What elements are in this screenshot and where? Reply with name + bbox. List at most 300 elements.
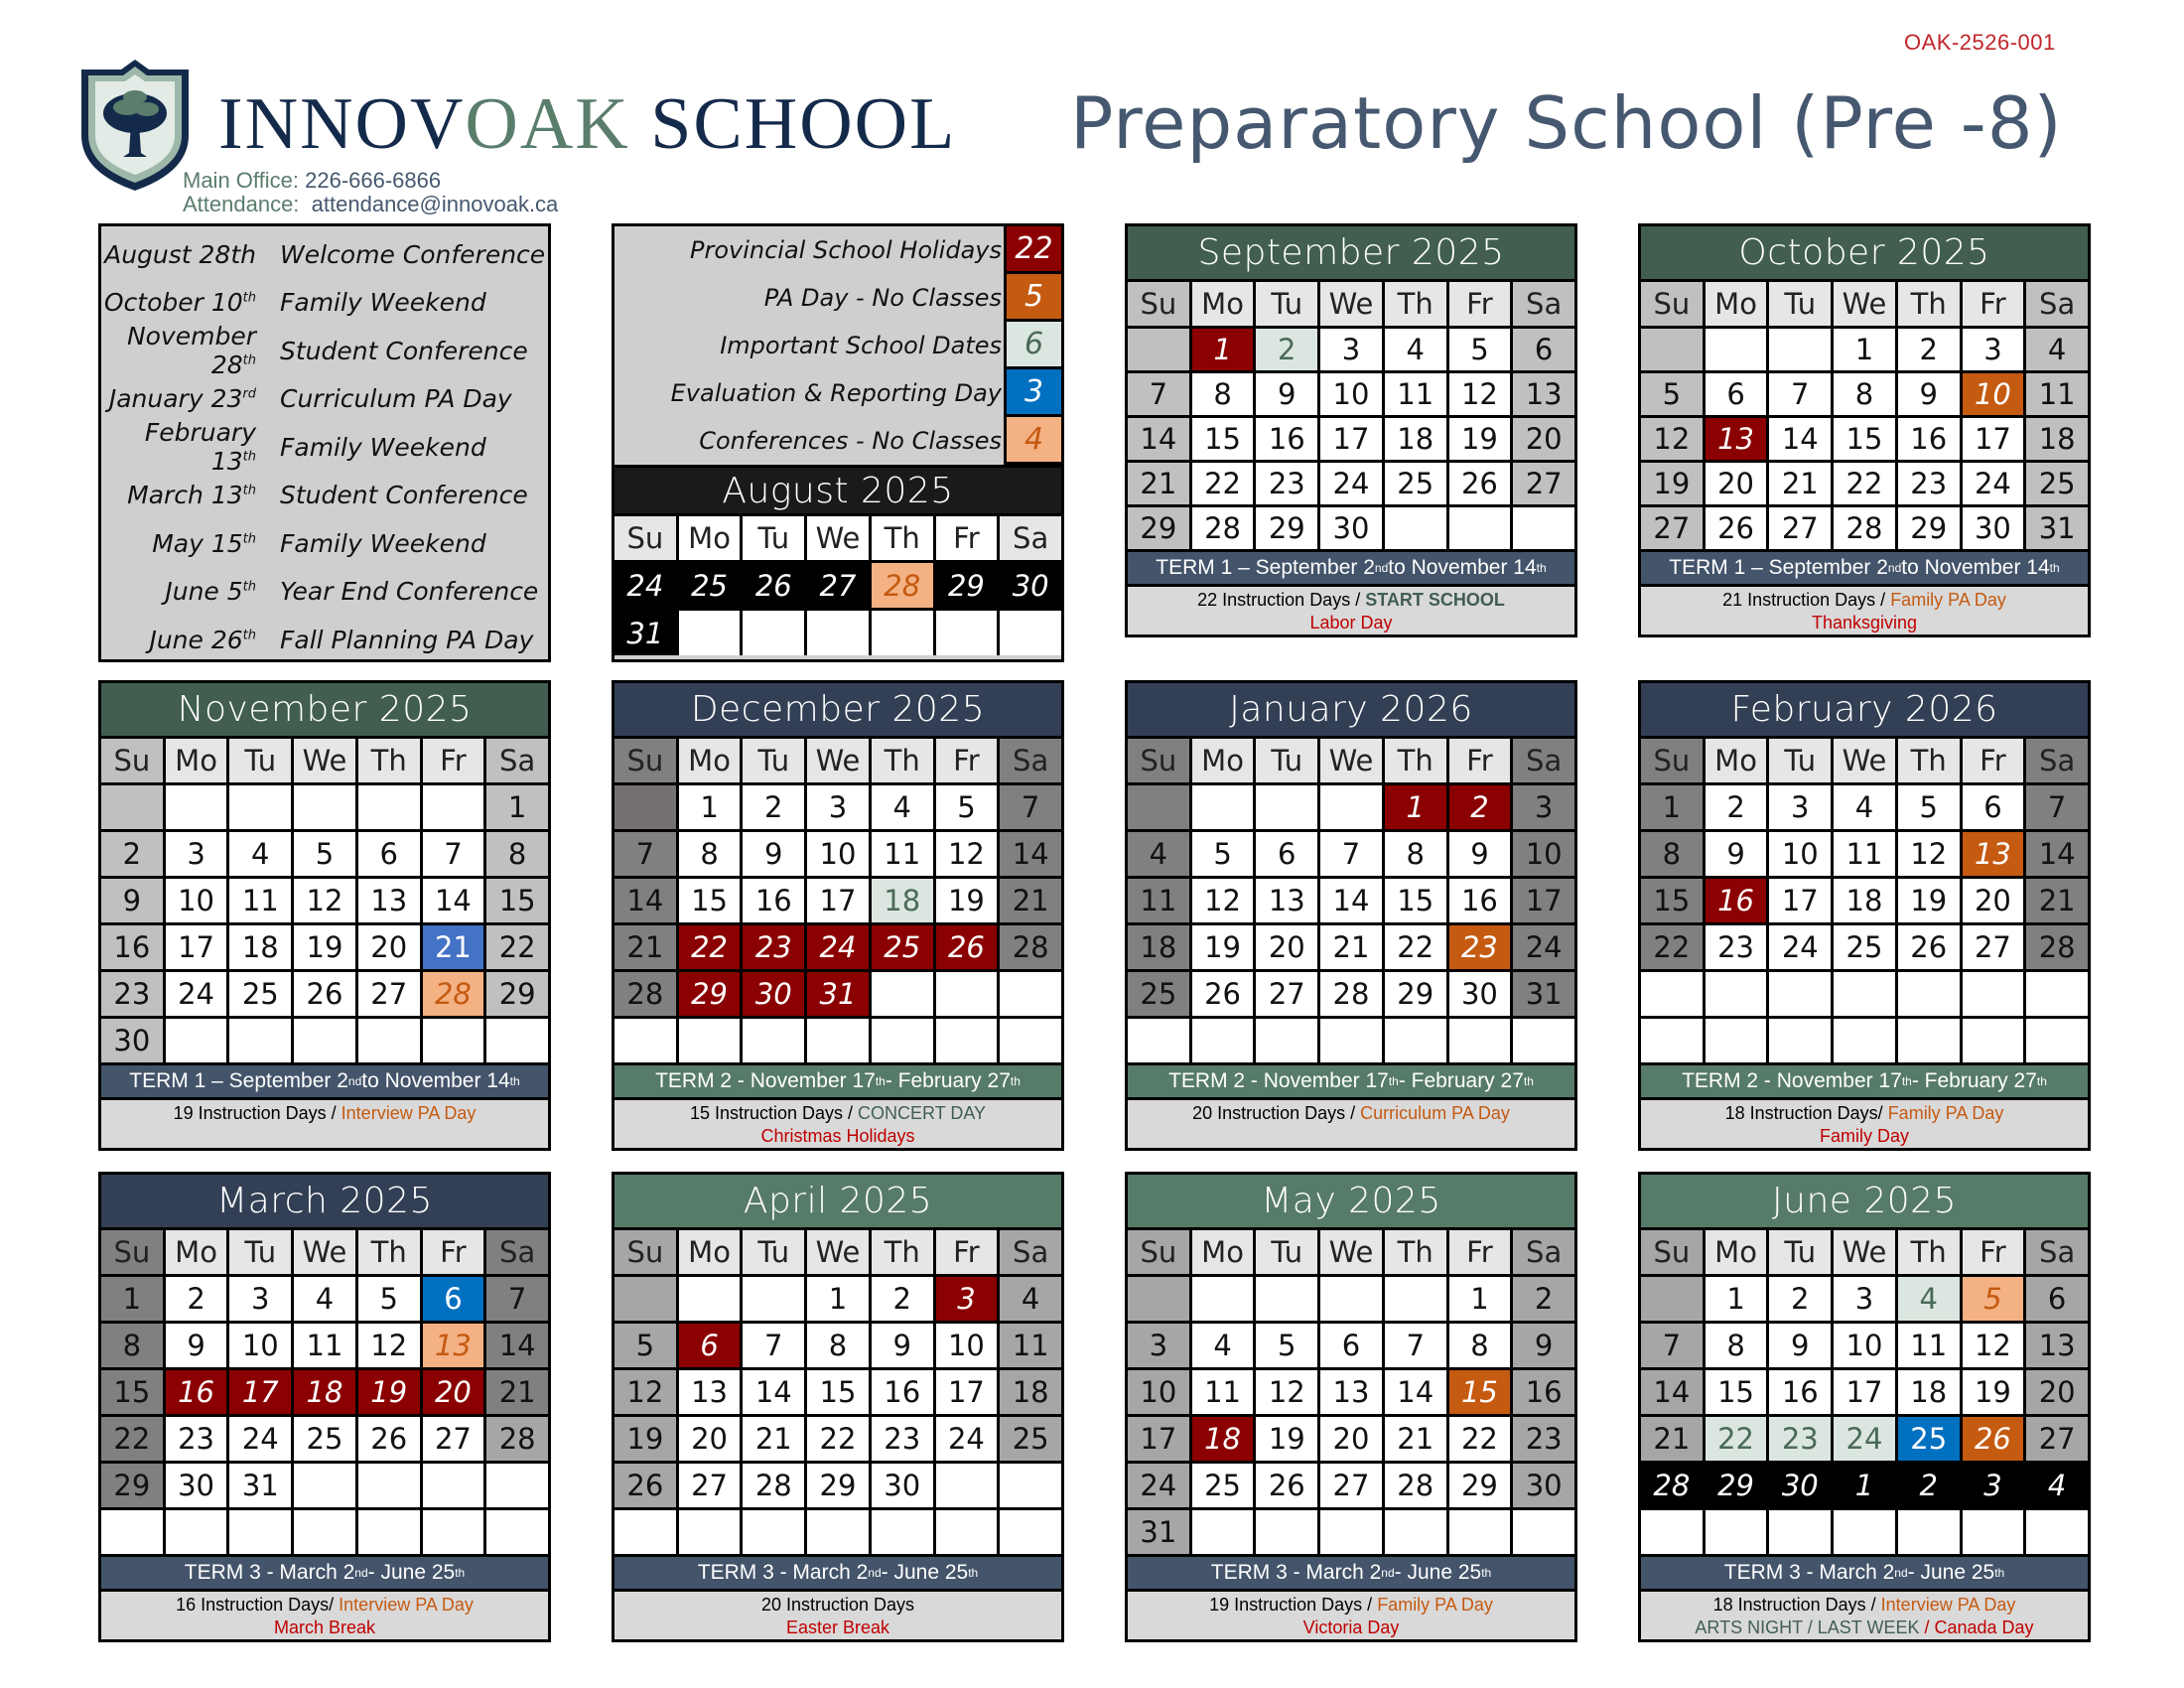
- calendar-day[interactable]: 31: [2026, 507, 2088, 549]
- calendar-day[interactable]: 27: [1641, 507, 1703, 549]
- calendar-day[interactable]: 2: [1706, 785, 1767, 829]
- calendar-day[interactable]: 10: [1320, 373, 1382, 415]
- calendar-day[interactable]: 14: [2026, 832, 2088, 876]
- calendar-day[interactable]: 27: [1320, 1464, 1382, 1507]
- calendar-day[interactable]: 23: [743, 925, 804, 969]
- calendar-day[interactable]: 14: [743, 1370, 804, 1414]
- calendar-day[interactable]: 10: [1963, 373, 2024, 415]
- calendar-day[interactable]: 27: [1963, 925, 2024, 969]
- calendar-day[interactable]: 17: [1834, 1370, 1895, 1414]
- calendar-day[interactable]: 28: [614, 972, 676, 1016]
- calendar-day[interactable]: 1: [1641, 785, 1703, 829]
- calendar-day[interactable]: 10: [1834, 1324, 1895, 1367]
- calendar-day[interactable]: 13: [1706, 418, 1767, 460]
- calendar-day[interactable]: 22: [679, 925, 741, 969]
- calendar-day[interactable]: 6: [1513, 329, 1574, 370]
- calendar-day[interactable]: 26: [1898, 925, 1960, 969]
- calendar-day[interactable]: 14: [423, 879, 484, 922]
- calendar-day[interactable]: 7: [1385, 1324, 1446, 1367]
- calendar-day[interactable]: 14: [1000, 832, 1061, 876]
- calendar-day[interactable]: 26: [1449, 463, 1511, 504]
- calendar-day[interactable]: 9: [743, 832, 804, 876]
- calendar-day[interactable]: 16: [1256, 418, 1317, 460]
- calendar-day[interactable]: 19: [1449, 418, 1511, 460]
- calendar-day[interactable]: 28: [423, 972, 484, 1016]
- calendar-day[interactable]: 3: [1963, 1464, 2024, 1507]
- calendar-day[interactable]: 5: [936, 785, 998, 829]
- calendar-day[interactable]: 11: [1000, 1324, 1061, 1367]
- calendar-day[interactable]: 13: [1963, 832, 2024, 876]
- calendar-day[interactable]: 5: [614, 1324, 676, 1367]
- calendar-day[interactable]: 20: [358, 925, 420, 969]
- calendar-day[interactable]: 12: [1449, 373, 1511, 415]
- calendar-day[interactable]: 7: [1000, 785, 1061, 829]
- calendar-day[interactable]: 26: [294, 972, 355, 1016]
- calendar-day[interactable]: 19: [936, 879, 998, 922]
- calendar-day[interactable]: 17: [1963, 418, 2024, 460]
- calendar-day[interactable]: 7: [1128, 373, 1189, 415]
- calendar-day[interactable]: 25: [872, 925, 933, 969]
- calendar-day[interactable]: 3: [1128, 1324, 1189, 1367]
- calendar-day[interactable]: 28: [1641, 1464, 1703, 1507]
- calendar-day[interactable]: 6: [679, 1324, 741, 1367]
- calendar-day[interactable]: 18: [1385, 418, 1446, 460]
- calendar-day[interactable]: 10: [807, 832, 869, 876]
- calendar-day[interactable]: 20: [2026, 1370, 2088, 1414]
- calendar-day[interactable]: 11: [1385, 373, 1446, 415]
- calendar-day[interactable]: 2: [1449, 785, 1511, 829]
- calendar-day[interactable]: 29: [679, 972, 741, 1016]
- calendar-day[interactable]: 31: [1128, 1510, 1189, 1554]
- calendar-day[interactable]: 19: [1898, 879, 1960, 922]
- calendar-day[interactable]: 7: [1320, 832, 1382, 876]
- calendar-day[interactable]: 4: [872, 785, 933, 829]
- calendar-day[interactable]: 24: [1320, 463, 1382, 504]
- calendar-day[interactable]: 27: [807, 563, 869, 608]
- calendar-day[interactable]: 17: [1513, 879, 1574, 922]
- calendar-day[interactable]: 16: [1449, 879, 1511, 922]
- calendar-day[interactable]: 4: [229, 832, 291, 876]
- calendar-day[interactable]: 21: [1641, 1417, 1703, 1461]
- calendar-day[interactable]: 30: [1769, 1464, 1831, 1507]
- calendar-day[interactable]: 1: [1834, 329, 1895, 370]
- calendar-day[interactable]: 29: [1128, 507, 1189, 549]
- calendar-day[interactable]: 11: [294, 1324, 355, 1367]
- calendar-day[interactable]: 25: [1000, 1417, 1061, 1461]
- calendar-day[interactable]: 22: [1706, 1417, 1767, 1461]
- calendar-day[interactable]: 14: [1385, 1370, 1446, 1414]
- calendar-day[interactable]: 30: [743, 972, 804, 1016]
- calendar-day[interactable]: 29: [1706, 1464, 1767, 1507]
- calendar-day[interactable]: 23: [1769, 1417, 1831, 1461]
- calendar-day[interactable]: 27: [679, 1464, 741, 1507]
- calendar-day[interactable]: 15: [101, 1370, 163, 1414]
- calendar-day[interactable]: 28: [486, 1417, 548, 1461]
- calendar-day[interactable]: 15: [679, 879, 741, 922]
- calendar-day[interactable]: 23: [1449, 925, 1511, 969]
- calendar-day[interactable]: 12: [1641, 418, 1703, 460]
- calendar-day[interactable]: 22: [1385, 925, 1446, 969]
- calendar-day[interactable]: 12: [1898, 832, 1960, 876]
- calendar-day[interactable]: 5: [1641, 373, 1703, 415]
- calendar-day[interactable]: 2: [1898, 329, 1960, 370]
- calendar-day[interactable]: 22: [807, 1417, 869, 1461]
- calendar-day[interactable]: 26: [936, 925, 998, 969]
- calendar-day[interactable]: 20: [423, 1370, 484, 1414]
- calendar-day[interactable]: 16: [1898, 418, 1960, 460]
- calendar-day[interactable]: 19: [1192, 925, 1254, 969]
- calendar-day[interactable]: 23: [166, 1417, 227, 1461]
- calendar-day[interactable]: 8: [1385, 832, 1446, 876]
- calendar-day[interactable]: 25: [1192, 1464, 1254, 1507]
- calendar-day[interactable]: 7: [614, 832, 676, 876]
- calendar-day[interactable]: 24: [166, 972, 227, 1016]
- calendar-day[interactable]: 17: [229, 1370, 291, 1414]
- calendar-day[interactable]: 21: [743, 1417, 804, 1461]
- calendar-day[interactable]: 4: [1834, 785, 1895, 829]
- calendar-day[interactable]: 20: [1963, 879, 2024, 922]
- calendar-day[interactable]: 18: [1192, 1417, 1254, 1461]
- calendar-day[interactable]: 21: [1769, 463, 1831, 504]
- calendar-day[interactable]: 3: [936, 1277, 998, 1321]
- calendar-day[interactable]: 10: [1769, 832, 1831, 876]
- calendar-day[interactable]: 8: [1192, 373, 1254, 415]
- calendar-day[interactable]: 14: [614, 879, 676, 922]
- calendar-day[interactable]: 25: [1834, 925, 1895, 969]
- calendar-day[interactable]: 29: [936, 563, 998, 608]
- calendar-day[interactable]: 27: [358, 972, 420, 1016]
- calendar-day[interactable]: 15: [807, 1370, 869, 1414]
- calendar-day[interactable]: 16: [872, 1370, 933, 1414]
- calendar-day[interactable]: 25: [2026, 463, 2088, 504]
- calendar-day[interactable]: 1: [1385, 785, 1446, 829]
- calendar-day[interactable]: 9: [166, 1324, 227, 1367]
- calendar-day[interactable]: 26: [1256, 1464, 1317, 1507]
- calendar-day[interactable]: 21: [423, 925, 484, 969]
- calendar-day[interactable]: 25: [1128, 972, 1189, 1016]
- calendar-day[interactable]: 21: [614, 925, 676, 969]
- calendar-day[interactable]: 9: [872, 1324, 933, 1367]
- calendar-day[interactable]: 7: [423, 832, 484, 876]
- calendar-day[interactable]: 15: [1192, 418, 1254, 460]
- calendar-day[interactable]: 27: [1513, 463, 1574, 504]
- calendar-day[interactable]: 14: [1128, 418, 1189, 460]
- calendar-day[interactable]: 4: [294, 1277, 355, 1321]
- calendar-day[interactable]: 26: [1192, 972, 1254, 1016]
- calendar-day[interactable]: 18: [2026, 418, 2088, 460]
- calendar-day[interactable]: 19: [294, 925, 355, 969]
- calendar-day[interactable]: 21: [1320, 925, 1382, 969]
- calendar-day[interactable]: 16: [1769, 1370, 1831, 1414]
- calendar-day[interactable]: 12: [1963, 1324, 2024, 1367]
- calendar-day[interactable]: 19: [358, 1370, 420, 1414]
- calendar-day[interactable]: 1: [1706, 1277, 1767, 1321]
- calendar-day[interactable]: 25: [679, 563, 741, 608]
- calendar-day[interactable]: 28: [872, 563, 933, 608]
- calendar-day[interactable]: 8: [1641, 832, 1703, 876]
- calendar-day[interactable]: 13: [1320, 1370, 1382, 1414]
- calendar-day[interactable]: 10: [166, 879, 227, 922]
- calendar-day[interactable]: 16: [743, 879, 804, 922]
- calendar-day[interactable]: 18: [1834, 879, 1895, 922]
- calendar-day[interactable]: 11: [1898, 1324, 1960, 1367]
- calendar-day[interactable]: 17: [936, 1370, 998, 1414]
- calendar-day[interactable]: 3: [1769, 785, 1831, 829]
- calendar-day[interactable]: 6: [1256, 832, 1317, 876]
- calendar-day[interactable]: 24: [1513, 925, 1574, 969]
- calendar-day[interactable]: 15: [1449, 1370, 1511, 1414]
- calendar-day[interactable]: 5: [1449, 329, 1511, 370]
- calendar-day[interactable]: 27: [1769, 507, 1831, 549]
- calendar-day[interactable]: 27: [1256, 972, 1317, 1016]
- calendar-day[interactable]: 30: [166, 1464, 227, 1507]
- calendar-day[interactable]: 3: [1963, 329, 2024, 370]
- calendar-day[interactable]: 2: [101, 832, 163, 876]
- calendar-day[interactable]: 25: [1385, 463, 1446, 504]
- calendar-day[interactable]: 5: [358, 1277, 420, 1321]
- calendar-day[interactable]: 9: [1706, 832, 1767, 876]
- calendar-day[interactable]: 2: [166, 1277, 227, 1321]
- calendar-day[interactable]: 23: [101, 972, 163, 1016]
- calendar-day[interactable]: 9: [1256, 373, 1317, 415]
- calendar-day[interactable]: 8: [1449, 1324, 1511, 1367]
- calendar-day[interactable]: 29: [101, 1464, 163, 1507]
- calendar-day[interactable]: 3: [1320, 329, 1382, 370]
- calendar-day[interactable]: 13: [2026, 1324, 2088, 1367]
- calendar-day[interactable]: 7: [1769, 373, 1831, 415]
- calendar-day[interactable]: 1: [1449, 1277, 1511, 1321]
- calendar-day[interactable]: 6: [358, 832, 420, 876]
- calendar-day[interactable]: 8: [486, 832, 548, 876]
- calendar-day[interactable]: 30: [872, 1464, 933, 1507]
- calendar-day[interactable]: 11: [872, 832, 933, 876]
- calendar-day[interactable]: 2: [1513, 1277, 1574, 1321]
- calendar-day[interactable]: 30: [1963, 507, 2024, 549]
- calendar-day[interactable]: 22: [1449, 1417, 1511, 1461]
- calendar-day[interactable]: 10: [1128, 1370, 1189, 1414]
- calendar-day[interactable]: 13: [423, 1324, 484, 1367]
- calendar-day[interactable]: 15: [1641, 879, 1703, 922]
- calendar-day[interactable]: 8: [1834, 373, 1895, 415]
- calendar-day[interactable]: 4: [1898, 1277, 1960, 1321]
- calendar-day[interactable]: 21: [1128, 463, 1189, 504]
- calendar-day[interactable]: 17: [1128, 1417, 1189, 1461]
- calendar-day[interactable]: 4: [2026, 1464, 2088, 1507]
- calendar-day[interactable]: 4: [1192, 1324, 1254, 1367]
- calendar-day[interactable]: 5: [1192, 832, 1254, 876]
- calendar-day[interactable]: 28: [1192, 507, 1254, 549]
- calendar-day[interactable]: 15: [486, 879, 548, 922]
- calendar-day[interactable]: 29: [1449, 1464, 1511, 1507]
- calendar-day[interactable]: 18: [1000, 1370, 1061, 1414]
- calendar-day[interactable]: 28: [1000, 925, 1061, 969]
- calendar-day[interactable]: 28: [1834, 507, 1895, 549]
- calendar-day[interactable]: 28: [1320, 972, 1382, 1016]
- calendar-day[interactable]: 3: [807, 785, 869, 829]
- calendar-day[interactable]: 8: [807, 1324, 869, 1367]
- calendar-day[interactable]: 2: [1898, 1464, 1960, 1507]
- calendar-day[interactable]: 24: [936, 1417, 998, 1461]
- calendar-day[interactable]: 19: [614, 1417, 676, 1461]
- calendar-day[interactable]: 5: [294, 832, 355, 876]
- calendar-day[interactable]: 1: [1192, 329, 1254, 370]
- calendar-day[interactable]: 30: [1000, 563, 1061, 608]
- calendar-day[interactable]: 7: [486, 1277, 548, 1321]
- calendar-day[interactable]: 31: [229, 1464, 291, 1507]
- calendar-day[interactable]: 22: [101, 1417, 163, 1461]
- calendar-day[interactable]: 1: [679, 785, 741, 829]
- calendar-day[interactable]: 29: [807, 1464, 869, 1507]
- calendar-day[interactable]: 16: [1513, 1370, 1574, 1414]
- calendar-day[interactable]: 11: [2026, 373, 2088, 415]
- calendar-day[interactable]: 11: [1192, 1370, 1254, 1414]
- calendar-day[interactable]: 29: [1898, 507, 1960, 549]
- calendar-day[interactable]: 4: [1385, 329, 1446, 370]
- calendar-day[interactable]: 22: [1834, 463, 1895, 504]
- calendar-day[interactable]: 19: [1256, 1417, 1317, 1461]
- calendar-day[interactable]: 12: [1256, 1370, 1317, 1414]
- calendar-day[interactable]: 12: [358, 1324, 420, 1367]
- calendar-day[interactable]: 17: [166, 925, 227, 969]
- calendar-day[interactable]: 13: [1513, 373, 1574, 415]
- calendar-day[interactable]: 6: [1320, 1324, 1382, 1367]
- calendar-day[interactable]: 6: [423, 1277, 484, 1321]
- calendar-day[interactable]: 24: [614, 563, 676, 608]
- attendance-email[interactable]: attendance@innovoak.ca: [311, 192, 559, 216]
- calendar-day[interactable]: 29: [1385, 972, 1446, 1016]
- calendar-day[interactable]: 21: [2026, 879, 2088, 922]
- calendar-day[interactable]: 6: [1963, 785, 2024, 829]
- calendar-day[interactable]: 12: [614, 1370, 676, 1414]
- calendar-day[interactable]: 27: [423, 1417, 484, 1461]
- calendar-day[interactable]: 26: [1963, 1417, 2024, 1461]
- calendar-day[interactable]: 24: [229, 1417, 291, 1461]
- calendar-day[interactable]: 5: [1963, 1277, 2024, 1321]
- calendar-day[interactable]: 29: [486, 972, 548, 1016]
- calendar-day[interactable]: 22: [1192, 463, 1254, 504]
- calendar-day[interactable]: 26: [358, 1417, 420, 1461]
- calendar-day[interactable]: 2: [1769, 1277, 1831, 1321]
- calendar-day[interactable]: 5: [1898, 785, 1960, 829]
- calendar-day[interactable]: 23: [1513, 1417, 1574, 1461]
- calendar-day[interactable]: 2: [743, 785, 804, 829]
- calendar-day[interactable]: 18: [1898, 1370, 1960, 1414]
- calendar-day[interactable]: 7: [2026, 785, 2088, 829]
- calendar-day[interactable]: 25: [294, 1417, 355, 1461]
- calendar-day[interactable]: 23: [1898, 463, 1960, 504]
- calendar-day[interactable]: 28: [743, 1464, 804, 1507]
- calendar-day[interactable]: 24: [1834, 1417, 1895, 1461]
- calendar-day[interactable]: 4: [1128, 832, 1189, 876]
- calendar-day[interactable]: 27: [2026, 1417, 2088, 1461]
- calendar-day[interactable]: 15: [1834, 418, 1895, 460]
- calendar-day[interactable]: 13: [358, 879, 420, 922]
- calendar-day[interactable]: 11: [1834, 832, 1895, 876]
- calendar-day[interactable]: 20: [1320, 1417, 1382, 1461]
- calendar-day[interactable]: 19: [1963, 1370, 2024, 1414]
- calendar-day[interactable]: 21: [1000, 879, 1061, 922]
- calendar-day[interactable]: 30: [101, 1019, 163, 1062]
- calendar-day[interactable]: 8: [679, 832, 741, 876]
- calendar-day[interactable]: 14: [1320, 879, 1382, 922]
- calendar-day[interactable]: 1: [486, 785, 548, 829]
- calendar-day[interactable]: 5: [1256, 1324, 1317, 1367]
- calendar-day[interactable]: 31: [614, 611, 676, 655]
- calendar-day[interactable]: 2: [872, 1277, 933, 1321]
- calendar-day[interactable]: 16: [166, 1370, 227, 1414]
- calendar-day[interactable]: 21: [486, 1370, 548, 1414]
- calendar-day[interactable]: 28: [1385, 1464, 1446, 1507]
- calendar-day[interactable]: 20: [679, 1417, 741, 1461]
- calendar-day[interactable]: 14: [1641, 1370, 1703, 1414]
- calendar-day[interactable]: 18: [294, 1370, 355, 1414]
- calendar-day[interactable]: 26: [614, 1464, 676, 1507]
- calendar-day[interactable]: 31: [1513, 972, 1574, 1016]
- calendar-day[interactable]: 22: [486, 925, 548, 969]
- calendar-day[interactable]: 18: [1128, 925, 1189, 969]
- calendar-day[interactable]: 21: [1385, 1417, 1446, 1461]
- calendar-day[interactable]: 11: [229, 879, 291, 922]
- calendar-day[interactable]: 7: [743, 1324, 804, 1367]
- calendar-day[interactable]: 9: [101, 879, 163, 922]
- calendar-day[interactable]: 12: [294, 879, 355, 922]
- calendar-day[interactable]: 30: [1513, 1464, 1574, 1507]
- calendar-day[interactable]: 22: [1641, 925, 1703, 969]
- calendar-day[interactable]: 12: [1192, 879, 1254, 922]
- calendar-day[interactable]: 20: [1513, 418, 1574, 460]
- calendar-day[interactable]: 26: [743, 563, 804, 608]
- calendar-day[interactable]: 2: [1256, 329, 1317, 370]
- calendar-day[interactable]: 3: [1513, 785, 1574, 829]
- calendar-day[interactable]: 25: [1898, 1417, 1960, 1461]
- calendar-day[interactable]: 6: [1706, 373, 1767, 415]
- calendar-day[interactable]: 16: [101, 925, 163, 969]
- calendar-day[interactable]: 3: [166, 832, 227, 876]
- calendar-day[interactable]: 9: [1513, 1324, 1574, 1367]
- calendar-day[interactable]: 11: [1128, 879, 1189, 922]
- calendar-day[interactable]: 9: [1769, 1324, 1831, 1367]
- calendar-day[interactable]: 20: [1256, 925, 1317, 969]
- calendar-day[interactable]: 6: [2026, 1277, 2088, 1321]
- calendar-day[interactable]: 3: [229, 1277, 291, 1321]
- calendar-day[interactable]: 15: [1385, 879, 1446, 922]
- calendar-day[interactable]: 1: [807, 1277, 869, 1321]
- calendar-day[interactable]: 10: [229, 1324, 291, 1367]
- calendar-day[interactable]: 12: [936, 832, 998, 876]
- calendar-day[interactable]: 23: [1706, 925, 1767, 969]
- calendar-day[interactable]: 3: [1834, 1277, 1895, 1321]
- calendar-day[interactable]: 13: [1256, 879, 1317, 922]
- calendar-day[interactable]: 16: [1706, 879, 1767, 922]
- calendar-day[interactable]: 24: [1963, 463, 2024, 504]
- calendar-day[interactable]: 24: [1769, 925, 1831, 969]
- calendar-day[interactable]: 25: [229, 972, 291, 1016]
- calendar-day[interactable]: 18: [229, 925, 291, 969]
- calendar-day[interactable]: 17: [1769, 879, 1831, 922]
- calendar-day[interactable]: 30: [1449, 972, 1511, 1016]
- calendar-day[interactable]: 24: [1128, 1464, 1189, 1507]
- calendar-day[interactable]: 1: [1834, 1464, 1895, 1507]
- calendar-day[interactable]: 18: [872, 879, 933, 922]
- calendar-day[interactable]: 26: [1706, 507, 1767, 549]
- calendar-day[interactable]: 10: [936, 1324, 998, 1367]
- calendar-day[interactable]: 10: [1513, 832, 1574, 876]
- calendar-day[interactable]: 28: [2026, 925, 2088, 969]
- calendar-day[interactable]: 1: [101, 1277, 163, 1321]
- calendar-day[interactable]: 24: [807, 925, 869, 969]
- calendar-day[interactable]: 7: [1641, 1324, 1703, 1367]
- calendar-day[interactable]: 9: [1898, 373, 1960, 415]
